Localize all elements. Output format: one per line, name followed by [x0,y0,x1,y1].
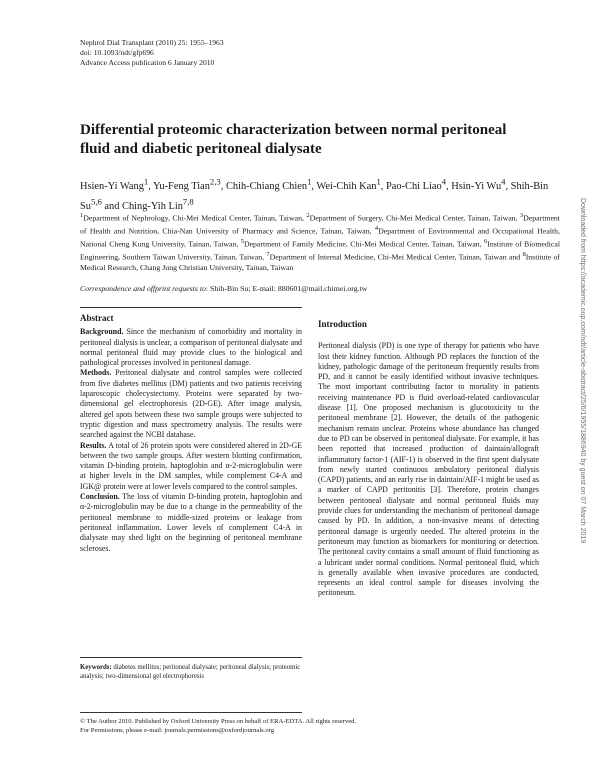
introduction-body: Peritoneal dialysis (PD) is one type of therapy for patients who have lost their kidney function. Although PD replaces the function of the kidney, pathologic damage of the peritoneum frequently results from PD, and it cannot be easily identified without invasive techniques. The most important contributing factor to mortality in patients receiving maintenance PD is fluid overload-related cardiovascular disease [1]. One proposed mechanism is glucotoxicity to the peritoneal membrane [2]. However, the details of the pathogenic mechanism remain unclear. Proteins whose abundance has changed due to PD can be observed in peritoneal dialysate. For example, it has been reported that increased production of daintain/allograft inflammatory factor-1 (AIF-1) is observed in the first spent dialysate from newly started continuous ambulatory peritoneal dialysis (CAPD) patients, and an early rise in daintain/AIF-1 might be used as a marker of CAPD peritonitis [3]. Therefore, protein changes between peritoneal dialysate and normal peritoneal fluids may provide clues for understanding the mechanism of peritoneal damage caused by PD. In addition, a non-invasive means of detecting peritoneal damage is urgently needed. The altered proteins in the peritoneum may function as biomarkers for monitoring or detection. The peritoneal cavity contains a small amount of fluid functioning as a lubricant under normal conditions. Normal peritoneal fluid, which is generally available when invasive procedures are conducted, represents an ideal control sample for diseases involving the peritoneum. [318,341,539,598]
abstract-results: Results. A total of 26 protein spots were considered altered in 2D-GE between the two sample groups. After western blotting confirmation, vitamin D-binding protein, haptoglobin and α-2-microglobulin were at higher levels in the DM samples, while complement C4-A and IGK@ protein were at lower levels compared to the control samples. [80,440,302,491]
download-watermark: Downloaded from https://academic.oup.com/ndt/article-abstract/25/6/1955/1886940 by guest on 07 March 2019 [579,198,586,544]
affiliations: $^1$Department of Nephrology, Chi-Mei Medical Center, Tainan, Taiwan, $^2$Department of Surgery, Chi-Mei Medical Center, Tainan, Taiwan, $^3$Department of Health and Nutrition, Chia-Nan University of Pharmacy and Science, Tainan, Taiwan, $^4$Department of Environmental and Occupational Health, National Cheng Kung University, Tainan, Taiwan, $^5$Department of Family Medicine, Chi-Mei Medical Center, Tainan, Taiwan, $^6$Institute of Biomedical Engineering, Southern Taiwan University, Tainan, Taiwan, $^7$Department of Internal Medicine, Chi-Mei Medical Center, Tainan, Taiwan and $^8$Institute of Medical Research, Chang Jung Christian University, Tainan, Taiwan [80,212,561,272]
copyright-line: © The Author 2010. Published by Oxford University Press on behalf of ERA-EDTA. All rights reserved. [80,718,357,725]
author: Yu-Feng Tian$^{2,3}$, [153,177,226,193]
keywords [80,663,302,681]
author: Ching-Yih Lin$^{7,8}$ [122,196,194,212]
abstract-conclusion: Conclusion. The loss of vitamin D-binding protein, haptoglobin and α-2-microglobulin may be due to a change in the permeability of the peritoneal membrane to middle-sized proteins or leakage from peritoneal inflammation. Lower levels of complement C4-A in dialysate may shed light on the beginning of peritoneal membrane scleroses. [80,492,302,553]
keywords-text: diabetes mellitus; peritoneal dialysate; peritoneal dialysis; proteomic analysis; two-dimensional gel electrophoresis [80,664,301,680]
permissions-line: For Permissions, please e-mail: journals.permissions@oxfordjournals.org [80,726,275,734]
correspondence-text: : Shih-Bin Su; E-mail: 880601@mail.chimei.org.tw [205,284,368,293]
abstract [80,313,302,554]
author: Pao-Chi Liao$^4$, [386,177,452,193]
introduction [318,319,539,599]
correspondence-label: Correspondence and offprint requests to [80,284,206,293]
correspondence [80,284,550,294]
author: Hsien-Yi Wang$^1$, [80,177,154,193]
doi-line: doi: 10.1093/ndt/gfp696 [80,48,154,57]
footer-rule [80,712,302,713]
abstract-methods: Methods. Peritoneal dialysate and control samples were collected from five diabetes mellitus (DM) patients and two patients receiving laparoscopic cholecystectomy. Proteins were separated by two-dimensional gel electrophoresis (2D-GE). After image analysis, altered gel spots between these two sample groups were subjected to tryptic digestion and mass spectrometry analysis. The results were searched against the NCBI database. [80,368,302,440]
abstract-background: Background. Since the mechanism of comorbidity and mortality in peritoneal dialysis is unclear, a comparison of peritoneal dialysate and normal peritoneal fluid may provide clues to the biological and pathological processes involved in peritoneal damage. [80,327,302,368]
author: Wei-Chih Kan$^1$, [316,177,386,193]
abstract-rule [80,307,302,308]
paper-title: Differential proteomic characterization between normal peritoneal fluid and diabetic peritoneal dialysate [80,122,507,157]
author: Shih-Bin Su$^{5,6}$ and [80,181,549,212]
keywords-label: Keywords: [80,664,112,671]
author: Chih-Chiang Chien$^1$, [225,177,317,193]
citation-line: Nephrol Dial Transplant (2010) 25: 1955–1963 [80,38,224,47]
keywords-rule [80,657,302,658]
author-list [80,175,550,214]
page-footer [80,718,356,735]
author: Hsin-Yi Wu$^4$, [451,177,511,193]
abstract-heading: Abstract [80,313,114,323]
introduction-heading: Introduction [318,319,367,329]
journal-header [80,38,224,68]
access-line: Advance Access publication 6 January 2010 [80,58,215,67]
